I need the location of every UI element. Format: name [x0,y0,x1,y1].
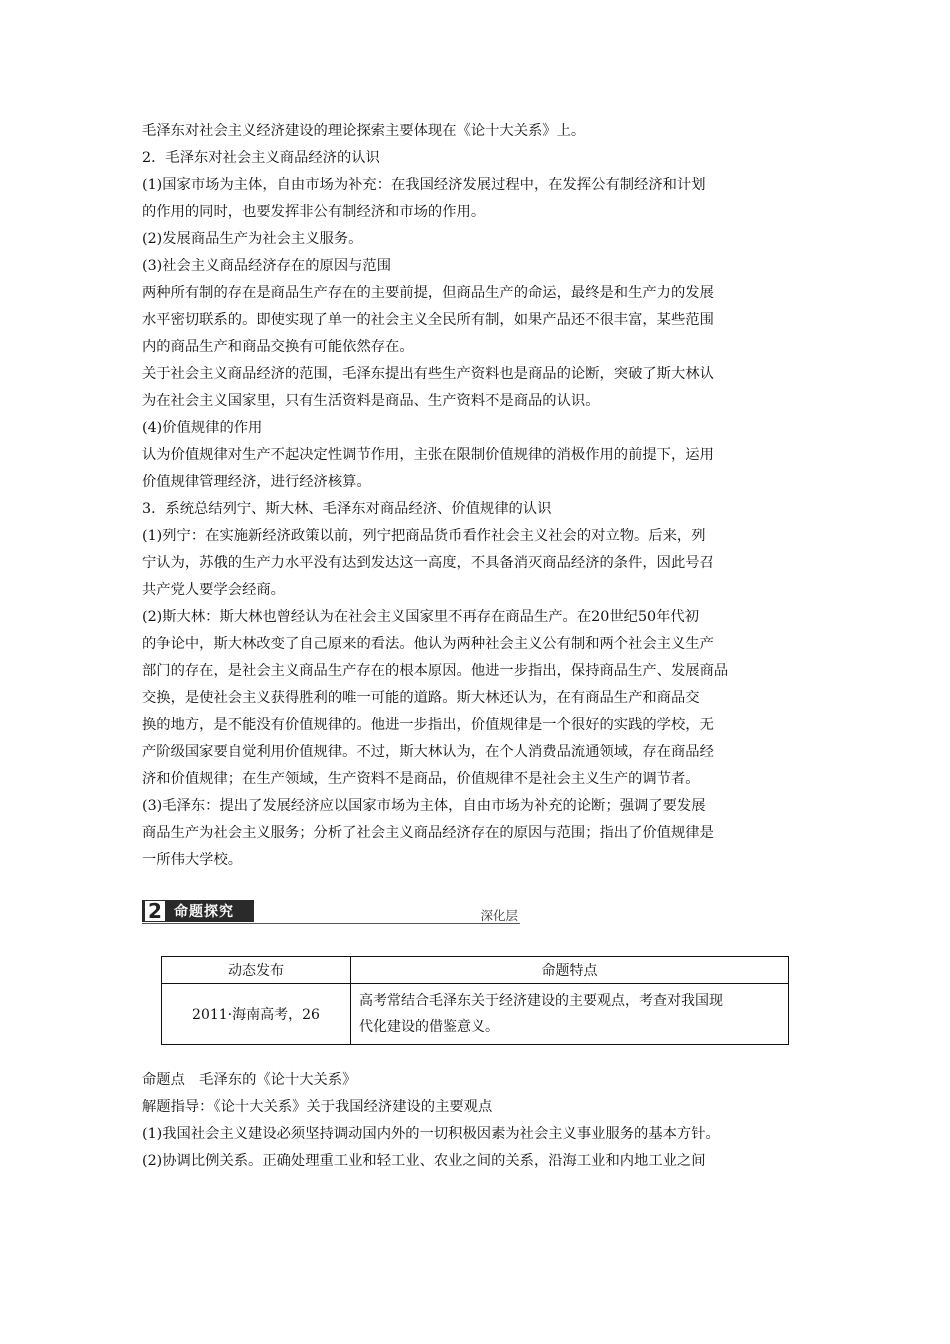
feature-line-2: 代化建设的借鉴意义。 [359,1019,499,1035]
paragraph-line: (1)国家市场为主体，自由市场为补充：在我国经济发展过程中，在发挥公有制经济和计划 [142,177,706,193]
paragraph-line: 换的地方，是不能没有价值规律的。他进一步指出，价值规律是一个很好的实践的学校，无 [142,717,714,733]
table-cell-source: 2011·海南高考，26 [162,984,351,1045]
table-cell-feature [351,984,789,1045]
paragraph-line: (2)发展商品生产为社会主义服务。 [142,231,363,247]
paragraph-line: (1)列宁：在实施新经济政策以前，列宁把商品货币看作社会主义社会的对立物。后来，列 [142,528,706,544]
paragraph-line: 商品生产为社会主义服务；分析了社会主义商品经济存在的原因与范围；指出了价值规律是 [142,825,714,841]
paragraph-line: 为在社会主义国家里，只有生活资料是商品、生产资料不是商品的认识。 [142,393,600,409]
paragraph-line: 的争论中，斯大林改变了自己原来的看法。他认为两种社会主义公有制和两个社会主义生产 [142,636,714,652]
bottom-paragraphs [142,1067,812,1175]
section-divider [142,923,520,924]
paragraph-line: 命题点 毛泽东的《论十大关系》 [142,1072,357,1088]
table-header-features: 命题特点 [351,957,789,984]
section-number: 2 [144,900,166,922]
paragraph-line: 认为价值规律对生产不起决定性调节作用，主张在限制价值规律的消极作用的前提下，运用 [142,447,714,463]
paragraph-line: (2)斯大林：斯大林也曾经认为在社会主义国家里不再存在商品生产。在20世纪50年代初 [142,609,700,625]
section-banner [142,900,520,926]
paragraph-line: 水平密切联系的。即使实现了单一的社会主义全民所有制，如果产品还不很丰富，某些范围 [142,312,714,328]
paragraph-line: 两种所有制的存在是商品生产存在的主要前提，但商品生产的命运，最终是和生产力的发展 [142,285,714,301]
paragraph-line: 毛泽东对社会主义经济建设的理论探索主要体现在《论十大关系》上。 [142,123,586,139]
section-title: 命题探究 [174,904,234,920]
top-paragraphs [142,118,812,874]
paragraph-line: 2．毛泽东对社会主义商品经济的认识 [142,150,380,166]
paragraph-line: 价值规律管理经济，进行经济核算。 [142,474,371,490]
paragraph-line: 内的商品生产和商品交换有可能依然存在。 [142,339,414,355]
paragraph-line: 的作用的同时，也要发挥非公有制经济和市场的作用。 [142,204,486,220]
paragraph-line: 交换，是使社会主义获得胜利的唯一可能的道路。斯大林还认为，在有商品生产和商品交 [142,690,700,706]
document-body [142,118,812,1175]
section-subtitle: 深化层 [480,908,518,923]
table-row [162,984,789,1045]
paragraph-line: 济和价值规律；在生产领域，生产资料不是商品，价值规律不是社会主义生产的调节者。 [142,771,700,787]
table-header-release: 动态发布 [162,957,351,984]
paragraph-line: 产阶级国家要自觉利用价值规律。不过，斯大林认为，在个人消费品流通领域，存在商品经 [142,744,714,760]
section-badge [142,900,254,922]
paragraph-line: 共产党人要学会经商。 [142,582,285,598]
proposition-table [161,956,789,1045]
paragraph-line: (2)协调比例关系。正确处理重工业和轻工业、农业之间的关系，沿海工业和内地工业之间 [142,1153,706,1169]
paragraph-line: 3．系统总结列宁、斯大林、毛泽东对商品经济、价值规律的认识 [142,501,552,517]
paragraph-line: 解题指导：《论十大关系》关于我国经济建设的主要观点 [142,1099,493,1115]
paragraph-line: 关于社会主义商品经济的范围，毛泽东提出有些生产资料也是商品的论断，突破了斯大林认 [142,366,714,382]
paragraph-line: (4)价值规律的作用 [142,420,263,436]
paragraph-line: (1)我国社会主义建设必须坚持调动国内外的一切积极因素为社会主义事业服务的基本方针。 [142,1126,720,1142]
paragraph-line: (3)社会主义商品经济存在的原因与范围 [142,258,391,274]
paragraph-line: (3)毛泽东：提出了发展经济应以国家市场为主体，自由市场为补充的论断；强调了要发展 [142,798,706,814]
paragraph-line: 宁认为，苏俄的生产力水平没有达到发达这一高度，不具备消灭商品经济的条件，因此号召 [142,555,714,571]
paragraph-line: 部门的存在，是社会主义商品生产存在的根本原因。他进一步指出，保持商品生产、发展商品 [142,663,729,679]
paragraph-line: 一所伟大学校。 [142,852,243,868]
table-header-row [162,957,789,984]
feature-line-1: 高考常结合毛泽东关于经济建设的主要观点，考查对我国现 [359,993,723,1009]
